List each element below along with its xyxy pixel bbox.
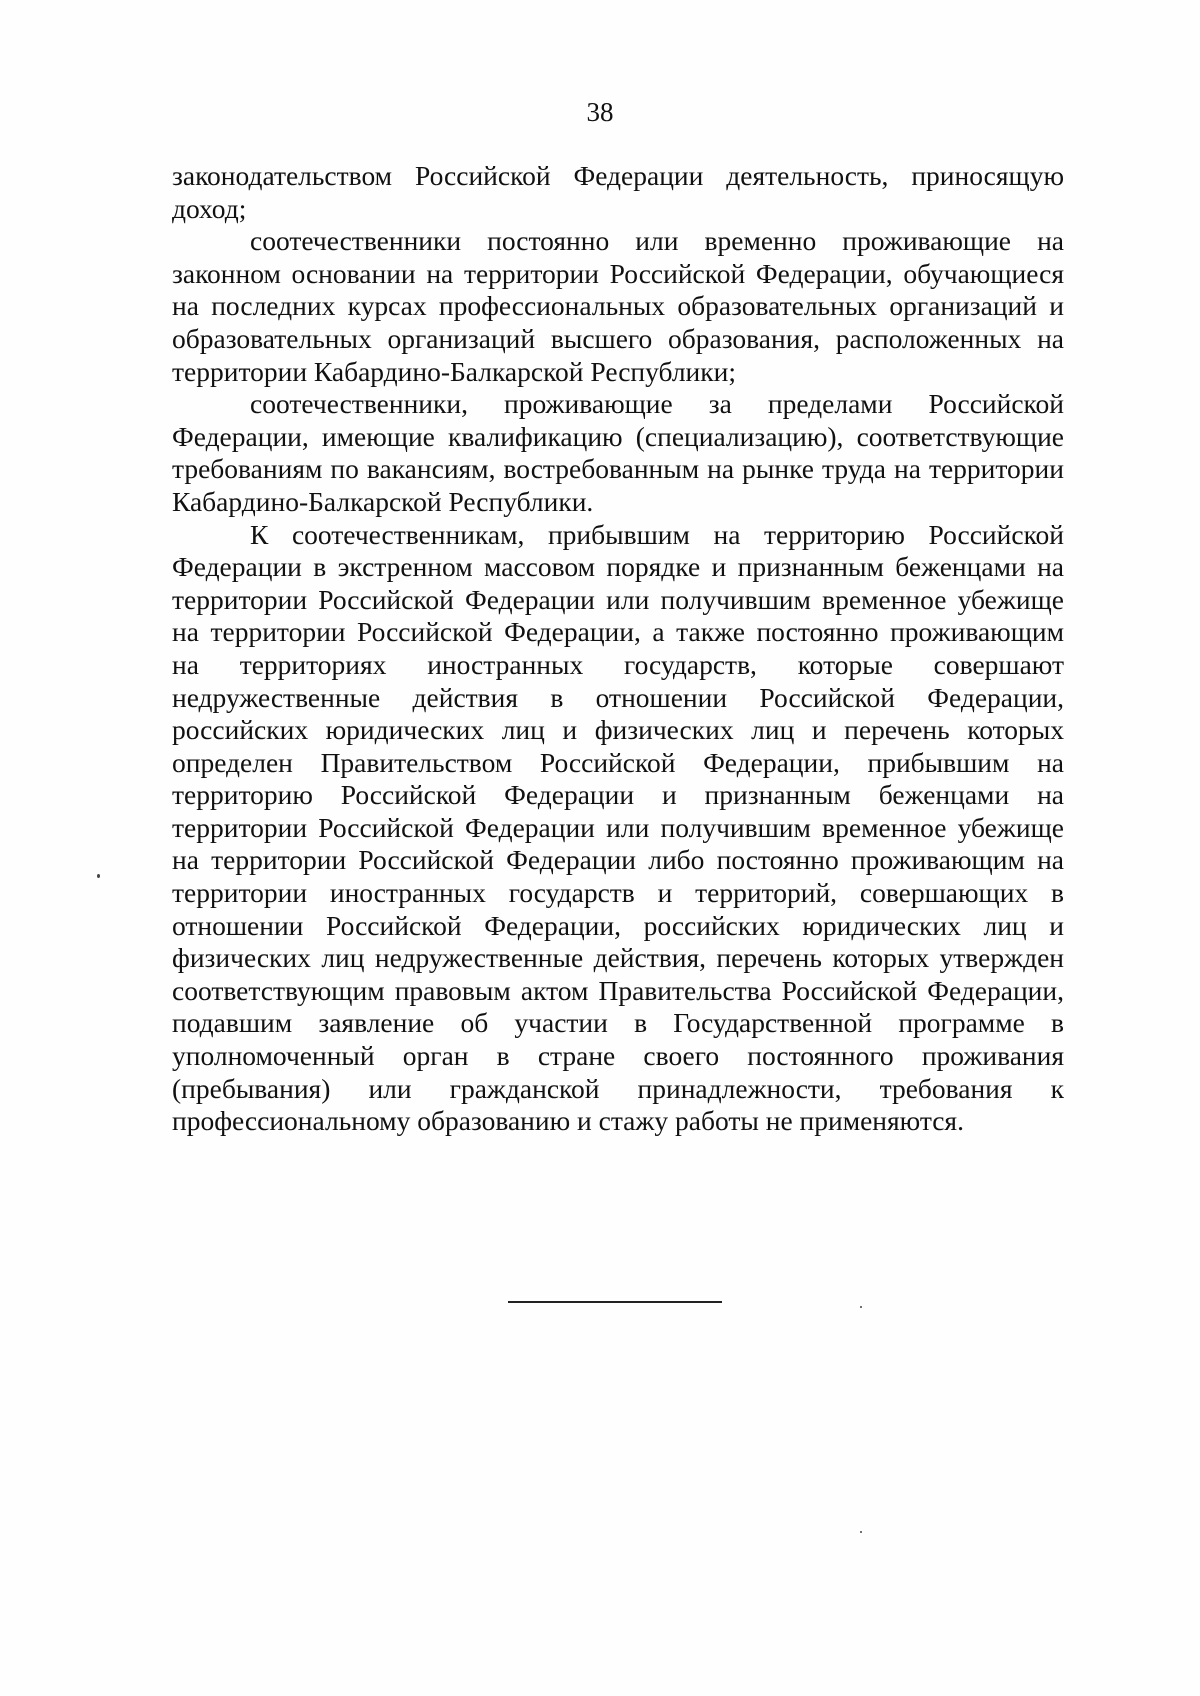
scan-speck (860, 1531, 862, 1533)
document-body (172, 160, 1064, 1138)
paragraph-compatriots-residing: соотечественники постоянно или временно проживающие на законном основании на территории Российской Федерации, обучающиеся на последних курсах профессиональных образовательных организаций и образовательных организаций высшего образования, расположенных на территории Кабардино-Балкарской Республики; (172, 225, 1064, 387)
paragraph-compatriots-abroad: соотечественники, проживающие за пределами Российской Федерации, имеющие квалификацию (специализацию), соответствующие требованиям по вакансиям, востребованным на рынке труда на территории Кабардино-Балкарской Республики. (172, 388, 1064, 517)
end-of-text-rule (508, 1301, 722, 1303)
scan-speck (97, 874, 100, 878)
scan-speck (860, 1306, 862, 1308)
paragraph-continuation: законодательством Российской Федерации деятельность, приносящую доход; (172, 160, 1064, 224)
page-number: 38 (586, 97, 614, 127)
paragraph-requirements-exemption: К соотечественникам, прибывшим на территорию Российской Федерации в экстренном массовом порядке и признанным беженцами на территории Российской Федерации или получившим временное убежище на территории Российской Федерации, а также постоянно проживающим на территориях иностранных государств, которые совершают недружественные действия в отношении Российской Федерации, российских юридических лиц и физических лиц и перечень которых определен Правительством Российской Федерации, прибывшим на территорию Российской Федерации и признанным беженцами на территории Российской Федерации или получившим временное убежище на территории Российской Федерации либо постоянно проживающим на территории иностранных государств и территорий, совершающих в отношении Российской Федерации, российских юридических лиц и физических лиц недружественные действия, перечень которых утвержден соответствующим правовым актом Правительства Российской Федерации, подавшим заявление об участии в Государственной программе в уполномоченный орган в стране своего постоянного проживания (пребывания) или гражданской принадлежности, требования к профессиональному образованию и стажу работы не применяются. (172, 518, 1064, 1137)
